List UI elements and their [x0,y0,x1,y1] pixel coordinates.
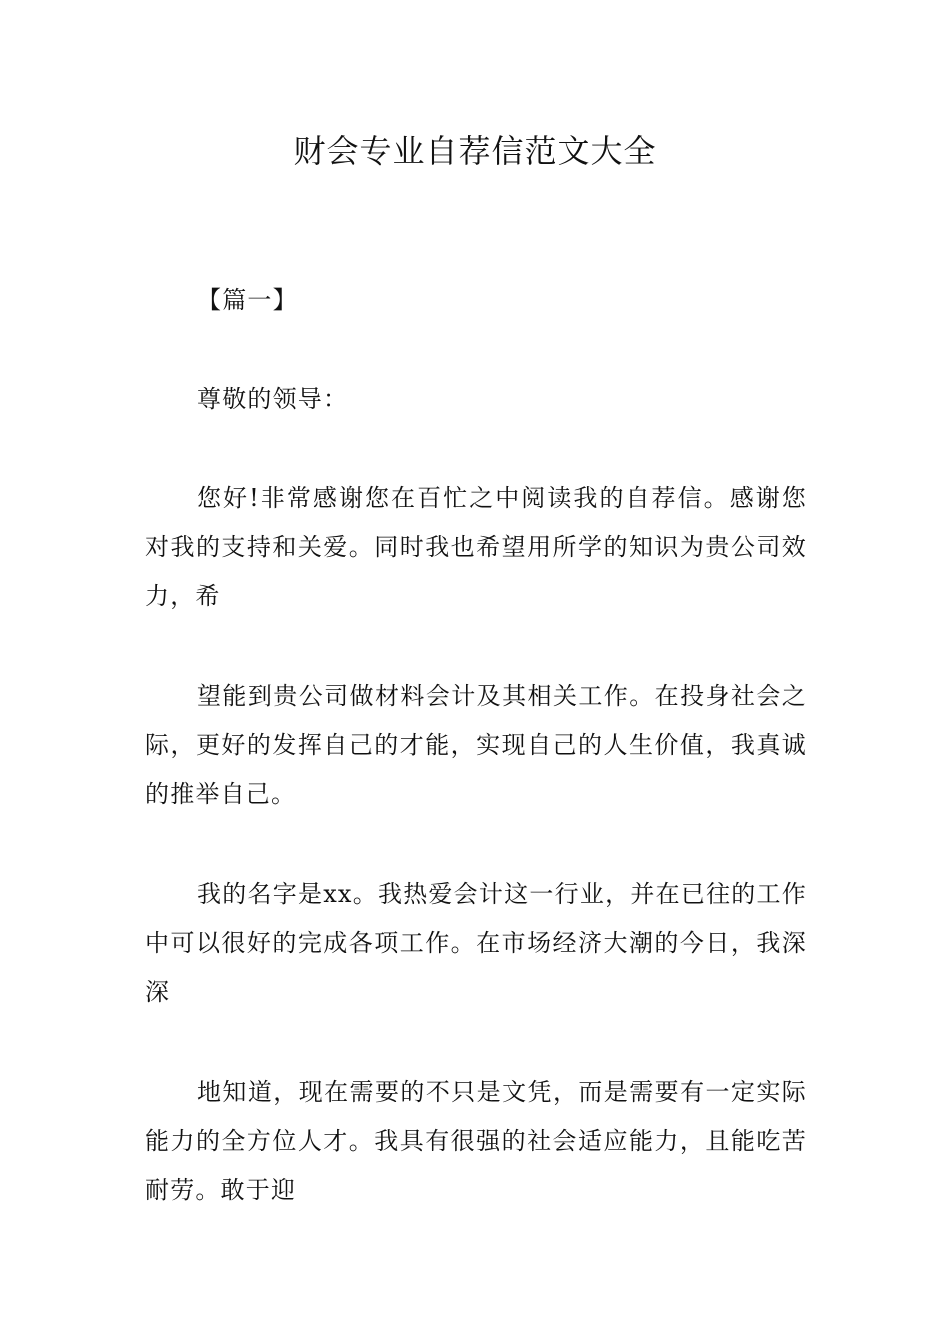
body-paragraph: 您好!非常感谢您在百忙之中阅读我的自荐信。感谢您对我的支持和关爱。同时我也希望用所学的知识为贵公司效力，希 [145,484,807,610]
section-heading: 【篇一】 [197,286,298,314]
body-paragraph: 我的名字是xx。我热爱会计这一行业，并在已往的工作中可以很好的完成各项工作。在市场经济大潮的今日，我深深 [145,880,807,1006]
salutation: 尊敬的领导： [197,385,349,413]
body-paragraph: 望能到贵公司做材料会计及其相关工作。在投身社会之际，更好的发挥自己的才能，实现自己的人生价值，我真诚的推举自己。 [145,682,807,808]
document-title: 财会专业自荐信范文大全 [293,132,657,170]
body-paragraph: 地知道，现在需要的不只是文凭，而是需要有一定实际能力的全方位人才。我具有很强的社会适应能力，且能吃苦耐劳。敢于迎 [145,1078,807,1204]
